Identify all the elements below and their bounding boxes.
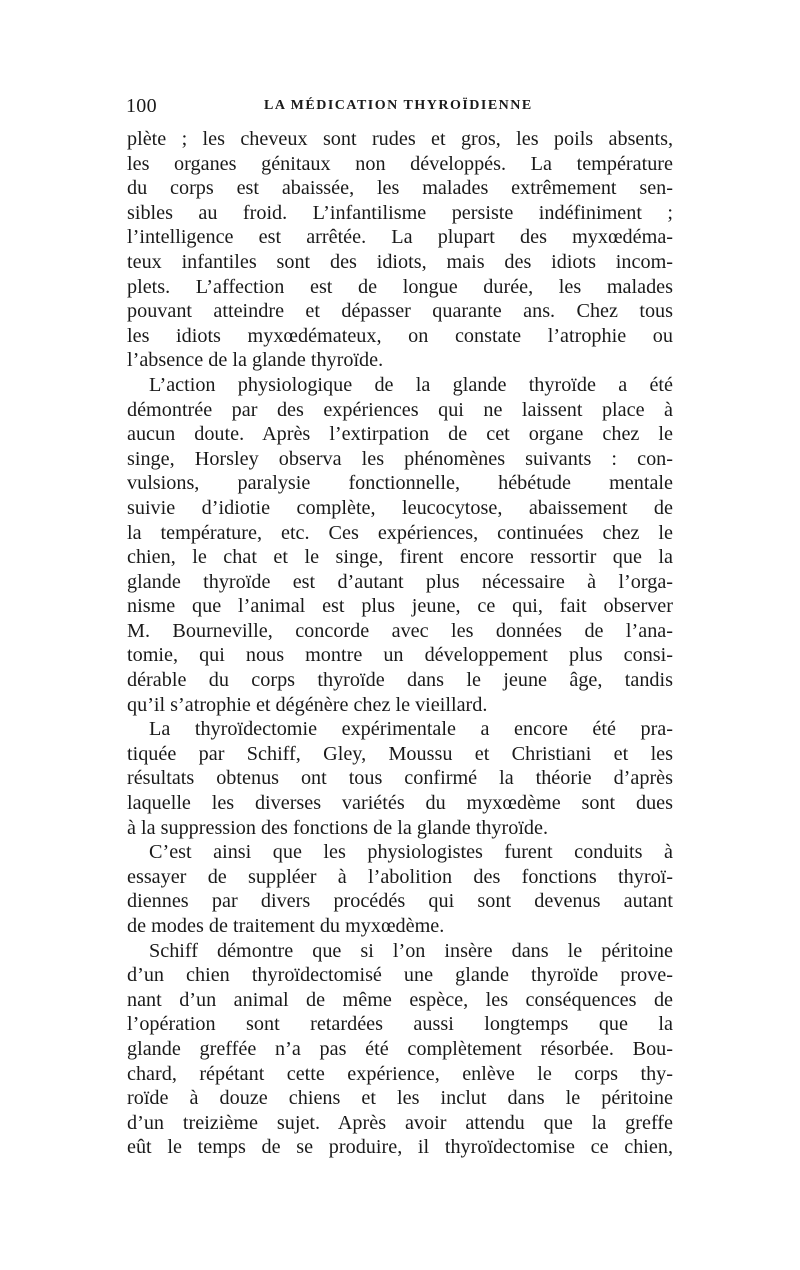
running-title: LA MÉDICATION THYROÏDIENNE: [264, 98, 533, 113]
text-line: glande greffée n’a pas été complètement résorbée. Bou-: [127, 1037, 673, 1060]
text-line: chard, répétant cette expérience, enlève le corps thy-: [127, 1062, 673, 1085]
text-line: L’action physiologique de la glande thyroïde a été: [149, 373, 673, 396]
text-line: Schiff démontre que si l’on insère dans le péritoine: [149, 939, 673, 962]
text-line: plète ; les cheveux sont rudes et gros, les poils absents,: [127, 128, 673, 150]
running-head: [126, 92, 673, 120]
paragraph: [127, 717, 673, 840]
text-line: l’opération sont retardées aussi longtemps que la: [127, 1013, 673, 1036]
paragraph: [127, 939, 673, 1160]
text-line: les organes génitaux non développés. La température: [127, 152, 673, 175]
text-line: singe, Horsley observa les phénomènes suivants : con-: [127, 447, 673, 470]
text-line: la température, etc. Ces expériences, continuées chez le: [127, 521, 673, 544]
text-line: essayer de suppléer à l’abolition des fonctions thyroï-: [127, 865, 673, 888]
text-line: d’un treizième sujet. Après avoir attendu que la greffe: [127, 1111, 673, 1134]
text-line: résultats obtenus ont tous confirmé la théorie d’après: [127, 767, 673, 790]
text-line: à la suppression des fonctions de la glande thyroïde.: [127, 816, 549, 839]
text-line: eût le temps de se produire, il thyroïdectomise ce chien,: [127, 1136, 673, 1159]
text-line: sibles au froid. L’infantilisme persiste indéfiniment ;: [127, 201, 673, 224]
text-line: d’un chien thyroïdectomisé une glande thyroïde prove-: [127, 964, 673, 987]
text-line: nant d’un animal de même espèce, les conséquences de: [127, 988, 673, 1011]
text-line: aucun doute. Après l’extirpation de cet organe chez le: [127, 423, 673, 446]
text-line: dérable du corps thyroïde dans le jeune âge, tandis: [127, 669, 673, 692]
text-line: l’absence de la glande thyroïde.: [127, 349, 384, 372]
paragraph: [127, 373, 673, 717]
text-line: plets. L’affection est de longue durée, les malades: [127, 275, 673, 298]
paragraph: [127, 127, 673, 373]
text-line: tomie, qui nous montre un développement plus consi-: [127, 644, 673, 667]
text-line: glande thyroïde est d’autant plus nécessaire à l’orga-: [127, 570, 673, 593]
text-line: tiquée par Schiff, Gley, Moussu et Christiani et les: [127, 742, 673, 765]
text-line: diennes par divers procédés qui sont devenus autant: [127, 890, 673, 913]
text-line: suivie d’idiotie complète, leucocytose, abaissement de: [127, 496, 673, 519]
text-line: M. Bourneville, concorde avec les données de l’ana-: [127, 619, 673, 642]
text-line: chien, le chat et le singe, firent encore ressortir que la: [127, 546, 673, 569]
text-line: qu’il s’atrophie et dégénère chez le vieillard.: [127, 693, 488, 716]
body-text: [127, 127, 673, 1160]
text-line: C’est ainsi que les physiologistes furent conduits à: [149, 841, 673, 864]
text-line: l’intelligence est arrêtée. La plupart des myxœdéma-: [127, 226, 673, 249]
text-line: démontrée par des expériences qui ne laissent place à: [127, 398, 673, 421]
text-line: laquelle les diverses variétés du myxœdème sont dues: [127, 792, 673, 815]
text-line: les idiots myxœdémateux, on constate l’atrophie ou: [127, 324, 673, 347]
text-line: La thyroïdectomie expérimentale a encore été pra-: [149, 718, 673, 741]
paragraph: [127, 840, 673, 938]
text-line: roïde à douze chiens et les inclut dans le péritoine: [127, 1087, 673, 1110]
text-line: pouvant atteindre et dépasser quarante ans. Chez tous: [127, 300, 673, 323]
text-line: du corps est abaissée, les malades extrêmement sen-: [127, 177, 673, 200]
text-line: teux infantiles sont des idiots, mais des idiots incom-: [127, 250, 673, 273]
text-line: vulsions, paralysie fonctionnelle, hébétude mentale: [127, 472, 673, 495]
page-number: 100: [126, 95, 157, 117]
text-line: de modes de traitement du myxœdème.: [127, 915, 445, 937]
text-line: nisme que l’animal est plus jeune, ce qui, fait observer: [127, 595, 673, 618]
